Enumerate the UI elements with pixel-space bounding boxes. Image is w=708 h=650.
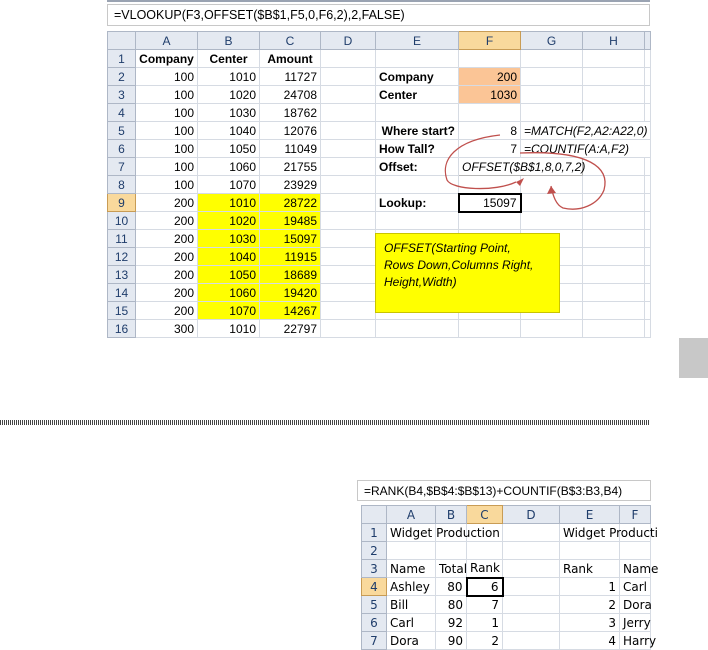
cell-b5[interactable]: 1040	[198, 122, 260, 140]
cell-c3[interactable]: Rank	[467, 560, 503, 578]
cell-c4[interactable]: 18762	[260, 104, 321, 122]
row-header[interactable]: 16	[108, 320, 136, 338]
row-header[interactable]: 2	[108, 68, 136, 86]
cell-c1[interactable]: Amount	[260, 50, 321, 68]
cell-g6[interactable]: =COUNTIF(A:A,F2)	[521, 140, 651, 158]
cell-a1[interactable]: Widget Production	[387, 524, 436, 542]
column-header-a[interactable]: A	[136, 32, 198, 50]
row-header[interactable]: 3	[108, 86, 136, 104]
cell-c16[interactable]: 22797	[260, 320, 321, 338]
cell-c2[interactable]	[467, 542, 503, 560]
cell-b9[interactable]: 1010	[198, 194, 260, 212]
cell-c9[interactable]: 28722	[260, 194, 321, 212]
cell-e4[interactable]: 1	[560, 578, 620, 596]
note-line: Rows Down,Columns Right,	[384, 258, 534, 272]
row-header[interactable]: 6	[362, 614, 387, 632]
cell-d1[interactable]	[503, 524, 560, 542]
cell-b4[interactable]: 80	[436, 578, 467, 596]
cell-a5[interactable]: 100	[136, 122, 198, 140]
cell-f5[interactable]: 8	[459, 122, 521, 140]
annotation-arrow-height	[520, 153, 605, 209]
cell-e3[interactable]: Center	[376, 86, 459, 104]
formula-bar-bottom[interactable]: =RANK(B4,$B$4:$B$13)+COUNTIF(B$3:B3,B4)	[357, 480, 651, 501]
cell-b13[interactable]: 1050	[198, 266, 260, 284]
cell-b6[interactable]: 1050	[198, 140, 260, 158]
cell-c14[interactable]: 19420	[260, 284, 321, 302]
row-header[interactable]: 2	[362, 542, 387, 560]
cell-c6[interactable]: 1	[467, 614, 503, 632]
cell-c13[interactable]: 18689	[260, 266, 321, 284]
cell-c4[interactable]: 6	[467, 578, 503, 596]
scroll-thumb[interactable]	[679, 338, 708, 378]
cell-b15[interactable]: 1070	[198, 302, 260, 320]
cell-c7[interactable]: 2	[467, 632, 503, 650]
cell-f9[interactable]: 15097	[459, 194, 521, 212]
cell-a10[interactable]: 200	[136, 212, 198, 230]
cell-f3[interactable]: 1030	[459, 86, 521, 104]
cell-b3[interactable]: Total	[436, 560, 467, 578]
cell-c5[interactable]: 12076	[260, 122, 321, 140]
row-header[interactable]: 10	[108, 212, 136, 230]
cell-b4[interactable]: 1030	[198, 104, 260, 122]
column-header-b[interactable]: B	[436, 506, 467, 524]
cell-f7[interactable]: Harry	[620, 632, 651, 650]
cell-f6[interactable]: 7	[459, 140, 521, 158]
cell-f3[interactable]: Name	[620, 560, 651, 578]
cell-f4[interactable]: Carl	[620, 578, 651, 596]
arrowhead-height	[547, 186, 556, 194]
cell-a7[interactable]: 100	[136, 158, 198, 176]
cell-a9[interactable]: 200	[136, 194, 198, 212]
select-all-corner[interactable]	[362, 506, 387, 524]
cell-b2[interactable]: 1010	[198, 68, 260, 86]
cell-a11[interactable]: 200	[136, 230, 198, 248]
row-header[interactable]: 4	[362, 578, 387, 596]
cell-c10[interactable]: 19485	[260, 212, 321, 230]
column-header-h[interactable]: H	[583, 32, 645, 50]
cell-c6[interactable]: 11049	[260, 140, 321, 158]
cell-a15[interactable]: 200	[136, 302, 198, 320]
cell-c15[interactable]: 14267	[260, 302, 321, 320]
column-header-a[interactable]: A	[387, 506, 436, 524]
cell-a3[interactable]: 100	[136, 86, 198, 104]
spreadsheet-grid-bottom	[361, 505, 659, 650]
cell-f5[interactable]: Dora	[620, 596, 651, 614]
cell-b3[interactable]: 1020	[198, 86, 260, 104]
cell-d5[interactable]	[503, 596, 560, 614]
cell-e7[interactable]: 4	[560, 632, 620, 650]
cell-a12[interactable]: 200	[136, 248, 198, 266]
cell-c7[interactable]: 21755	[260, 158, 321, 176]
cell-b11[interactable]: 1030	[198, 230, 260, 248]
row-header[interactable]: 14	[108, 284, 136, 302]
cell-e9[interactable]: Lookup:	[376, 194, 459, 212]
column-header-b[interactable]: B	[198, 32, 260, 50]
cell-a7[interactable]: Dora	[387, 632, 436, 650]
row-header[interactable]: 4	[108, 104, 136, 122]
cell-f7[interactable]: OFFSET($B$1,8,0,7,2)	[459, 158, 583, 176]
cell-b5[interactable]: 80	[436, 596, 467, 614]
cell-f2[interactable]	[620, 542, 651, 560]
cell-g5[interactable]: =MATCH(F2,A2:A22,0)	[521, 122, 651, 140]
row-header[interactable]: 6	[108, 140, 136, 158]
cell-b12[interactable]: 1040	[198, 248, 260, 266]
cell-a2[interactable]: 100	[136, 68, 198, 86]
cell-a8[interactable]: 100	[136, 176, 198, 194]
cell-c2[interactable]: 11727	[260, 68, 321, 86]
cell-d2[interactable]	[503, 542, 560, 560]
cell-e2[interactable]: Company	[376, 68, 459, 86]
cell-a4[interactable]: 100	[136, 104, 198, 122]
cell-b14[interactable]: 1060	[198, 284, 260, 302]
formula-bar-top[interactable]: =VLOOKUP(F3,OFFSET($B$1,F5,0,F6,2),2,FALSE)	[107, 4, 650, 26]
cell-e7[interactable]: Offset:	[376, 158, 459, 176]
cell-a3[interactable]: Name	[387, 560, 436, 578]
cell-c11[interactable]: 15097	[260, 230, 321, 248]
cell-a1[interactable]: Company	[136, 50, 198, 68]
cell-e3[interactable]: Rank	[560, 560, 620, 578]
cell-f2[interactable]: 200	[459, 68, 521, 86]
row-header[interactable]: 3	[362, 560, 387, 578]
row-header[interactable]: 12	[108, 248, 136, 266]
cell-a6[interactable]: 100	[136, 140, 198, 158]
cell-d4[interactable]	[503, 578, 560, 596]
cell-c3[interactable]: 24708	[260, 86, 321, 104]
arrowhead-rows	[516, 178, 524, 186]
cell-b8[interactable]: 1070	[198, 176, 260, 194]
cell-a16[interactable]: 300	[136, 320, 198, 338]
cell-a5[interactable]: Bill	[387, 596, 436, 614]
row-header[interactable]: 5	[362, 596, 387, 614]
cell-e5[interactable]: Where start?	[376, 122, 459, 140]
note-line: Height,Width)	[384, 275, 457, 289]
row-header[interactable]: 1	[108, 50, 136, 68]
column-header-f[interactable]: F	[459, 32, 521, 50]
cell-a4[interactable]: Ashley	[387, 578, 436, 596]
cell-b16[interactable]: 1010	[198, 320, 260, 338]
cell-d3[interactable]	[503, 560, 560, 578]
row-header[interactable]: 15	[108, 302, 136, 320]
cell-b1[interactable]: Center	[198, 50, 260, 68]
column-header-e[interactable]: E	[376, 32, 459, 50]
cell-a14[interactable]: 200	[136, 284, 198, 302]
row-header[interactable]: 1	[362, 524, 387, 542]
cell-e2[interactable]	[560, 542, 620, 560]
column-header-d[interactable]: D	[503, 506, 560, 524]
row-header[interactable]: 9	[108, 194, 136, 212]
cell-b7[interactable]: 90	[436, 632, 467, 650]
cell-f6[interactable]: Jerry	[620, 614, 651, 632]
cell-b7[interactable]: 1060	[198, 158, 260, 176]
column-header-d[interactable]: D	[321, 32, 376, 50]
column-header-c[interactable]: C	[467, 506, 503, 524]
cell-c5[interactable]: 7	[467, 596, 503, 614]
cell-e1[interactable]: Widget Producti	[560, 524, 620, 542]
column-header-g[interactable]: G	[521, 32, 583, 50]
annotation-arrow-rows	[445, 135, 516, 189]
cell-c12[interactable]: 11915	[260, 248, 321, 266]
note-line: OFFSET(Starting Point,	[384, 241, 511, 255]
row-header[interactable]: 5	[108, 122, 136, 140]
column-header-e[interactable]: E	[560, 506, 620, 524]
column-header-f[interactable]: F	[620, 506, 651, 524]
cell-a2[interactable]	[387, 542, 436, 560]
cell-d7[interactable]	[503, 632, 560, 650]
row-header[interactable]: 7	[362, 632, 387, 650]
column-header-c[interactable]: C	[260, 32, 321, 50]
cell-a6[interactable]: Carl	[387, 614, 436, 632]
row-header[interactable]: 8	[108, 176, 136, 194]
row-header[interactable]: 13	[108, 266, 136, 284]
cell-e6[interactable]: 3	[560, 614, 620, 632]
cell-b2[interactable]	[436, 542, 467, 560]
cell-c8[interactable]: 23929	[260, 176, 321, 194]
cell-b6[interactable]: 92	[436, 614, 467, 632]
cell-e5[interactable]: 2	[560, 596, 620, 614]
cell-a13[interactable]: 200	[136, 266, 198, 284]
row-header[interactable]: 7	[108, 158, 136, 176]
cell-d6[interactable]	[503, 614, 560, 632]
cell-e6[interactable]: How Tall?	[376, 140, 459, 158]
section-divider	[0, 420, 650, 425]
row-header[interactable]: 11	[108, 230, 136, 248]
cell-b10[interactable]: 1020	[198, 212, 260, 230]
